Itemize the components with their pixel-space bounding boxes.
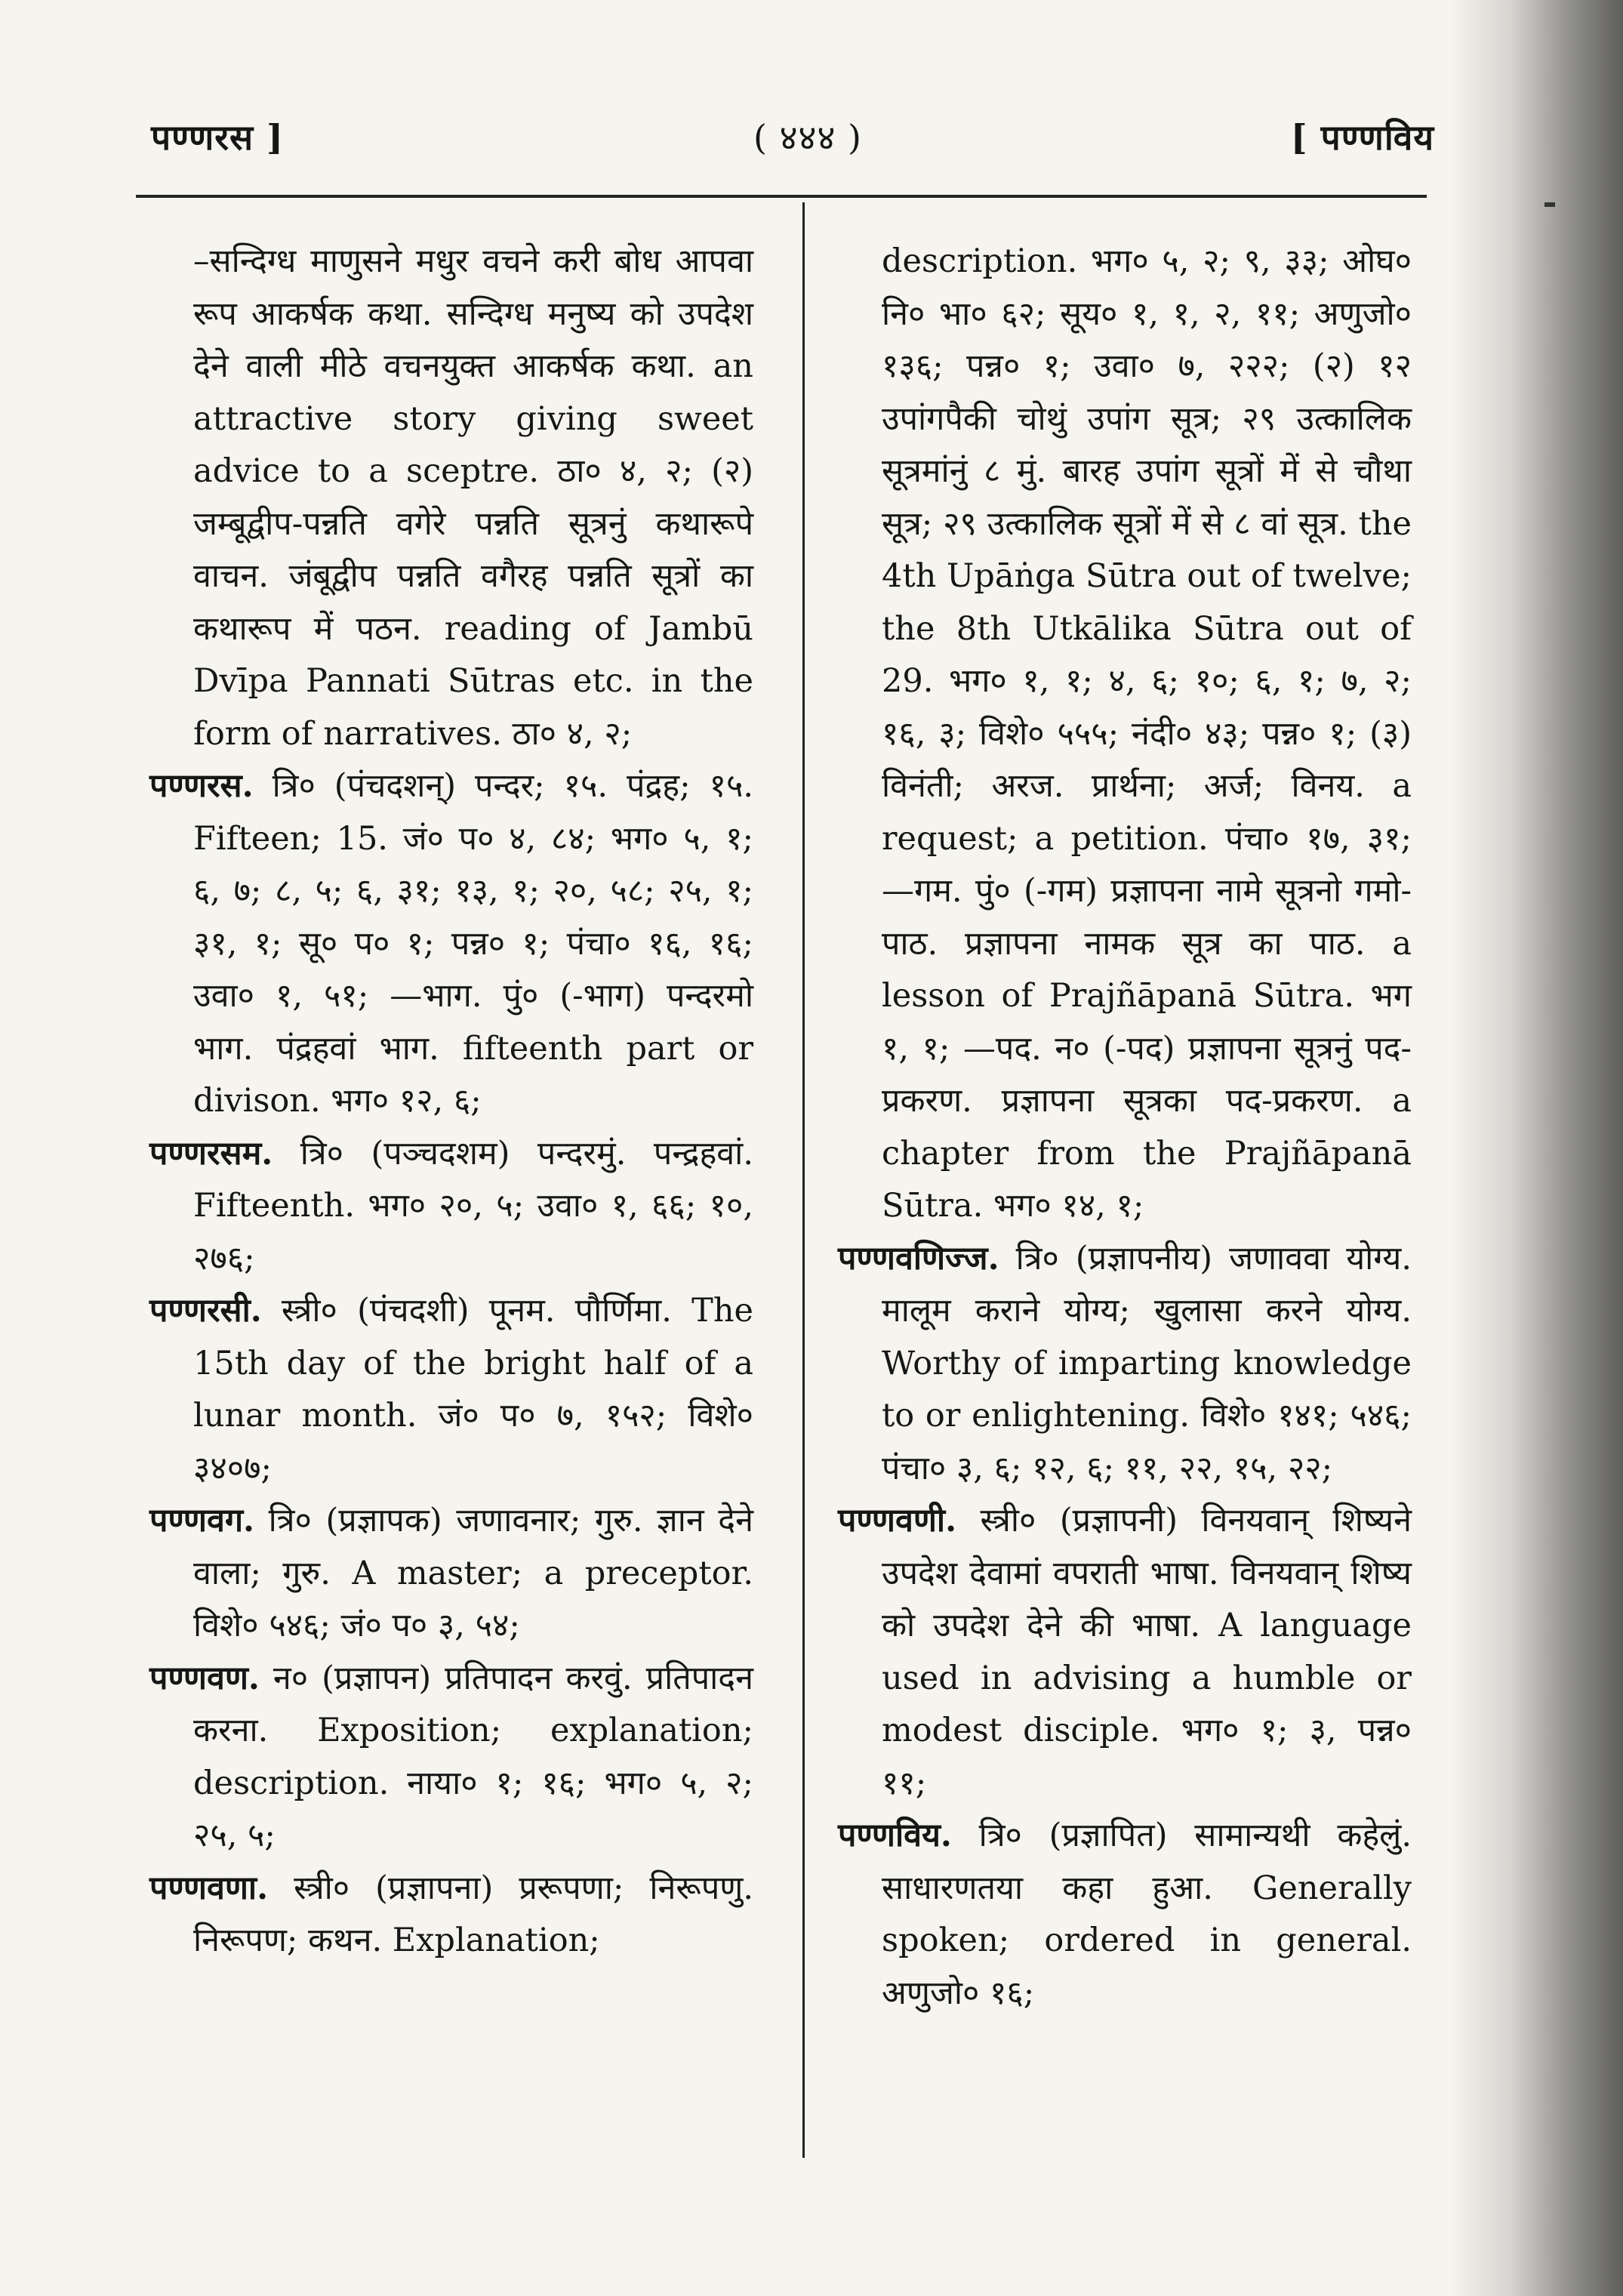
right-column (838, 236, 1412, 2020)
dictionary-entry (149, 1285, 753, 1495)
entry-text: –सन्दिग्ध माणुसने मधुर वचने करी बोध आपवा रूप आकर्षक कथा. सन्दिग्ध मनुष्य को उपदेश देने वाली मीठे वचनयुक्त आकर्षक कथा. an attractive story giving sweet advice to a sceptre. ठा० ४, २; (२) जम्बूद्वीप-पन्नति वगेरे पन्नति सूत्रनुं कथारूपे वाचन. जंबूद्वीप पन्नति वगैरह पन्नति सूत्रों का कथारूप में पठन. reading of Jambū Dvīpa Pannati Sūtras etc. in the form of narratives. ठा० ४, २; (193, 242, 753, 753)
entry-text: त्रि० (पञ्चदशम) पन्दरमुं. पन्द्रहवां. Fifteenth. भग० २०, ५; उवा० १, ६६; १०, २७६; (193, 1134, 753, 1277)
entry-text: त्रि० (प्रज्ञापक) जणावनार; गुरु. ज्ञान देने वाला; गुरु. A master; a preceptor. विशे० ५४६; जं० प० ३, ५४; (193, 1502, 753, 1644)
entry-headword: पण्णवग. (149, 1502, 255, 1539)
entry-headword: पण्णवणिज्ज. (838, 1239, 999, 1277)
entry-headword: पण्णवणी. (838, 1502, 957, 1539)
page-edge-shadow (1449, 0, 1623, 2296)
entry-text: न० (प्रज्ञापन) प्रतिपादन करवुं. प्रतिपादन करना. Exposition; explanation; description. नाया० १; १६; भग० ५, २; २५, ५; (193, 1659, 753, 1854)
running-head-left: पण्णरस ] (151, 117, 284, 158)
page-number: ( ४४४ ) (753, 117, 862, 158)
dictionary-entry (149, 1128, 753, 1286)
entry-headword: पण्णविय. (838, 1817, 952, 1854)
entry-headword: पण्णरसम. (149, 1134, 273, 1173)
entry-text: त्रि० (पंचदशन्) पन्दर; १५. पंद्रह; १५. Fifteen; 15. जं० प० ४, ८४; भग० ५, १; ६, ७; ८, ५; ६, ३१; १३, १; २०, ५८; २५, १; ३१, १; सू० प० १; पन्न० १; पंचा० १६, १६; उवा० १, ५१; —भाग. पुं० (-भाग) पन्दरमो भाग. पंद्रहवां भाग. fifteenth part or divison. भग० १२, ६; (193, 767, 753, 1120)
column-divider (802, 202, 805, 2158)
entry-headword: पण्णवणा. (149, 1869, 269, 1907)
entry-text: स्त्री० (पंचदशी) पूनम. पौर्णिमा. The 15th day of the bright half of a lunar month. जं० प० ७, १५२; विशे० ३४०७; (193, 1292, 753, 1487)
entry-text: स्त्री० (प्रज्ञापनी) विनयवान् शिष्यने उपदेश देवामां वपराती भाषा. विनयवान् शिष्य को उपदेश देने की भाषा. A language used in advising a humble or modest disciple. भग० १; ३, पन्न० ११; (882, 1502, 1412, 1802)
entry-text: त्रि० (प्रज्ञापित) सामान्यथी कहेलुं. साधारणतया कहा हुआ. Generally spoken; ordered in general. अणुजो० १६; (882, 1817, 1412, 2012)
dictionary-entry (838, 1495, 1412, 1810)
dictionary-entry (149, 236, 753, 760)
dictionary-entry (838, 1810, 1412, 2020)
dictionary-entry (838, 1233, 1412, 1496)
entry-headword: पण्णवण. (149, 1659, 260, 1697)
left-column (149, 236, 753, 1968)
entry-headword: पण्णरसी. (149, 1292, 262, 1330)
header-rule (136, 195, 1427, 198)
entry-text: स्त्री० (प्रज्ञापना) प्ररूपणा; निरूपणु. निरूपण; कथन. Explanation; (193, 1869, 753, 1959)
entry-text: description. भग० ५, २; ९, ३३; ओघ० नि० भा० ६२; सूय० १, १, २, ११; अणुजो० १३६; पन्न० १; उवा० ७, २२२; (२) १२ उपांगपैकी चोथुं उपांग सूत्र; २९ उत्कालिक सूत्रमांनुं ८ मुं. बारह उपांग सूत्रों में से चौथा सूत्र; २९ उत्कालिक सूत्रों में से ८ वां सूत्र. the 4th Upāṅga Sūtra out of twelve; the 8th Utkālika Sūtra out of 29. भग० १, १; ४, ६; १०; ६, १; ७, २; १६, ३; विशे० ५५५; नंदी० ४३; पन्न० १; (३) विनंती; अरज. प्रार्थना; अर्ज; विनय. a request; a petition. पंचा० १७, ३१; —गम. पुं० (-गम) प्रज्ञापना नामे सूत्रनो गमो-पाठ. प्रज्ञापना नामक सूत्र का पाठ. a lesson of Prajñāpanā Sūtra. भग १, १; —पद. न० (-पद) प्रज्ञापना सूत्रनुं पद-प्रकरण. प्रज्ञापना सूत्रका पद-प्रकरण. a chapter from the Prajñāpanā Sūtra. भग० १४, १; (882, 242, 1412, 1225)
dictionary-entry (149, 1653, 753, 1863)
entry-text: त्रि० (प्रज्ञापनीय) जणाववा योग्य. मालूम कराने योग्य; खुलासा करने योग्य. Worthy of imparting knowledge to or enlightening. विशे० १४१; ५४६; पंचा० ३, ६; १२, ६; ११, २२, १५, २२; (882, 1239, 1412, 1487)
running-head-right: [ पण्णविय (1290, 117, 1434, 158)
dictionary-entry (149, 1863, 753, 1968)
dictionary-entry (149, 760, 753, 1128)
dictionary-entry (149, 1495, 753, 1653)
dictionary-entry (838, 236, 1412, 1233)
entry-headword: पण्णरस. (149, 767, 254, 805)
